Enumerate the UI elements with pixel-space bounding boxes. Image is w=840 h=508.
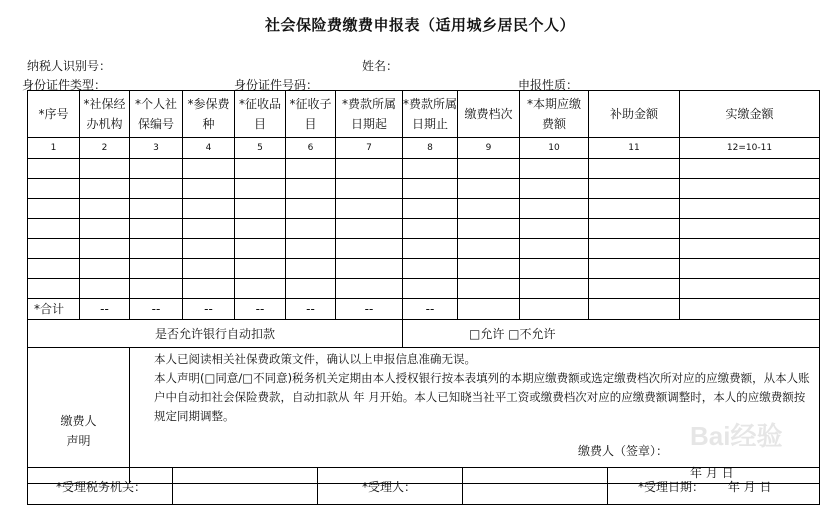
receive-date-cell[interactable] [608, 468, 820, 505]
declaration-para1: 本人已阅读相关社保费政策文件，确认以上申报信息准确无误。 [154, 352, 476, 366]
column-number: 9 [458, 138, 520, 159]
total-cell [589, 299, 680, 320]
column-header-5 [235, 91, 286, 138]
table-cell[interactable] [520, 159, 589, 179]
table-row [28, 279, 820, 299]
table-cell[interactable] [403, 279, 458, 299]
table-cell[interactable] [80, 259, 130, 279]
total-cell: -- [80, 299, 130, 320]
column-header-line: 费额 [541, 117, 566, 131]
table-cell[interactable] [286, 239, 336, 259]
table-cell[interactable] [183, 179, 235, 199]
declare-nature-label: 申报性质： [518, 78, 579, 92]
total-cell: -- [130, 299, 183, 320]
total-cell: -- [183, 299, 235, 320]
total-cell: -- [235, 299, 286, 320]
table-cell[interactable] [680, 179, 820, 199]
column-header-8 [403, 91, 458, 138]
bank-autodebit-options[interactable]: □允许 □不允许 [403, 320, 820, 348]
column-header-10 [520, 91, 589, 138]
column-header-2 [80, 91, 130, 138]
table-cell[interactable] [403, 259, 458, 279]
column-header-line: 日期起 [350, 117, 387, 131]
table-cell[interactable] [235, 219, 286, 239]
column-number: 1 [28, 138, 80, 159]
table-cell[interactable] [589, 279, 680, 299]
baidu-watermark-logo [690, 410, 810, 465]
table-cell[interactable] [458, 279, 520, 299]
table-cell[interactable] [458, 239, 520, 259]
id-type-label: 身份证件类型： [22, 78, 107, 92]
table-cell[interactable] [286, 279, 336, 299]
tax-office-label: *受理税务机关： [28, 468, 173, 505]
table-cell[interactable] [235, 259, 286, 279]
table-cell[interactable] [286, 199, 336, 219]
id-number-label: 身份证件号码： [234, 78, 319, 92]
signature-label: 缴费人（签章）： [578, 444, 669, 458]
total-cell: -- [336, 299, 403, 320]
table-cell[interactable] [336, 199, 403, 219]
column-header-line: *征收子 [289, 97, 332, 111]
column-header-4 [183, 91, 235, 138]
total-cell [458, 299, 520, 320]
table-cell[interactable] [520, 199, 589, 219]
column-header-line: *参保费 [187, 97, 230, 111]
column-number: 5 [235, 138, 286, 159]
declaration-para2: 本人声明(□同意/□不同意)税务机关定期由本人授权银行按本表填列的本期应缴费额或选定缴费档次所对应的应缴费额，从本人账户中自动扣社会保险费款，自动扣款从 年 月开始。本人已知晓当社平工资或缴费档次对应的应缴费额调整时，本人的应缴费额按 规定同期调整。 [154, 371, 810, 423]
table-cell[interactable] [520, 239, 589, 259]
table-cell[interactable] [80, 279, 130, 299]
table-cell[interactable] [183, 219, 235, 239]
column-number: 2 [80, 138, 130, 159]
table-cell[interactable] [520, 179, 589, 199]
table-cell[interactable] [589, 159, 680, 179]
table-cell[interactable] [183, 159, 235, 179]
table-cell[interactable] [130, 219, 183, 239]
table-cell[interactable] [458, 159, 520, 179]
table-cell[interactable] [458, 179, 520, 199]
receiver-field[interactable] [463, 468, 608, 505]
table-cell[interactable] [680, 259, 820, 279]
column-header-line: *费款所属 [341, 97, 396, 111]
table-cell[interactable] [235, 279, 286, 299]
declaration-label-line2: 声明 [66, 433, 91, 448]
column-header-1 [28, 91, 80, 138]
table-cell[interactable] [336, 219, 403, 239]
table-cell[interactable] [680, 219, 820, 239]
table-cell[interactable] [336, 279, 403, 299]
bank-autodebit-question: 是否允许银行自动扣款 [28, 320, 403, 348]
table-cell[interactable] [286, 159, 336, 179]
column-header-7 [336, 91, 403, 138]
table-cell[interactable] [680, 199, 820, 219]
total-label: *合计 [28, 299, 80, 320]
watermark-text: Bai经验 [690, 421, 783, 451]
table-row [28, 259, 820, 279]
total-cell: -- [286, 299, 336, 320]
declaration-label [28, 348, 130, 484]
column-header-line: *费款所属 [403, 97, 458, 111]
table-cell[interactable] [458, 259, 520, 279]
taxpayer-id-label: 纳税人识别号： [27, 59, 112, 73]
column-number: 4 [183, 138, 235, 159]
table-cell[interactable] [336, 159, 403, 179]
table-cell[interactable] [130, 159, 183, 179]
table-cell[interactable] [130, 239, 183, 259]
column-header-line: *社保经 [83, 97, 126, 111]
table-cell[interactable] [589, 199, 680, 219]
table-cell[interactable] [130, 259, 183, 279]
table-cell[interactable] [183, 199, 235, 219]
table-cell[interactable] [336, 259, 403, 279]
table-cell[interactable] [458, 199, 520, 219]
table-cell[interactable] [130, 279, 183, 299]
table-cell[interactable] [403, 159, 458, 179]
column-header-12 [680, 91, 820, 138]
receive-date-label: *受理日期： [638, 479, 705, 494]
column-number: 3 [130, 138, 183, 159]
column-header-11 [589, 91, 680, 138]
table-cell[interactable] [403, 219, 458, 239]
form-title: 社会保险费缴费申报表（适用城乡居民个人） [264, 16, 575, 34]
total-cell [680, 299, 820, 320]
table-cell[interactable] [235, 199, 286, 219]
table-cell[interactable] [80, 199, 130, 219]
table-cell[interactable] [130, 179, 183, 199]
column-number: 7 [336, 138, 403, 159]
column-header-3 [130, 91, 183, 138]
table-cell[interactable] [458, 219, 520, 239]
column-header-line: 缴费档次 [464, 107, 513, 121]
column-header-line: 实缴金额 [725, 107, 774, 121]
receiver-label: *受理人： [318, 468, 463, 505]
table-cell[interactable] [28, 259, 80, 279]
table-row [28, 199, 820, 219]
table-cell[interactable] [28, 179, 80, 199]
table-cell[interactable] [28, 239, 80, 259]
name-label: 姓名： [362, 59, 399, 73]
table-cell[interactable] [28, 279, 80, 299]
tax-office-field[interactable] [173, 468, 318, 505]
table-cell[interactable] [235, 179, 286, 199]
table-cell[interactable] [520, 219, 589, 239]
column-number: 6 [286, 138, 336, 159]
table-cell[interactable] [589, 219, 680, 239]
table-cell[interactable] [680, 159, 820, 179]
table-cell[interactable] [28, 159, 80, 179]
table-cell[interactable] [235, 159, 286, 179]
table-cell[interactable] [336, 239, 403, 259]
column-number: 10 [520, 138, 589, 159]
table-cell[interactable] [589, 259, 680, 279]
table-row [28, 179, 820, 199]
column-header-line: *本期应缴 [526, 97, 581, 111]
table-cell[interactable] [183, 259, 235, 279]
column-number: 8 [403, 138, 458, 159]
table-cell[interactable] [403, 179, 458, 199]
column-header-line: 目 [253, 117, 266, 131]
column-header-line: 日期止 [411, 117, 448, 131]
table-cell[interactable] [80, 179, 130, 199]
table-cell[interactable] [286, 259, 336, 279]
table-cell[interactable] [589, 239, 680, 259]
footer-table [27, 467, 820, 505]
table-cell[interactable] [80, 219, 130, 239]
column-header-line: 目 [304, 117, 317, 131]
table-row [28, 219, 820, 239]
table-cell[interactable] [336, 179, 403, 199]
table-cell[interactable] [520, 259, 589, 279]
column-header-line: *序号 [38, 107, 69, 121]
table-cell[interactable] [520, 279, 589, 299]
table-cell[interactable] [286, 179, 336, 199]
table-cell[interactable] [28, 199, 80, 219]
declaration-label-line1: 缴费人 [60, 413, 97, 428]
receive-date-value: 年 月 日 [727, 479, 772, 494]
total-cell: -- [403, 299, 458, 320]
column-header-line: 种 [202, 117, 215, 131]
column-header-9 [458, 91, 520, 138]
table-cell[interactable] [403, 239, 458, 259]
column-header-line: *征收品 [238, 97, 281, 111]
table-cell[interactable] [589, 179, 680, 199]
table-cell[interactable] [235, 239, 286, 259]
table-cell[interactable] [286, 219, 336, 239]
table-cell[interactable] [130, 199, 183, 219]
total-cell [520, 299, 589, 320]
table-cell[interactable] [403, 199, 458, 219]
declaration-date: 年 月 日 [690, 466, 734, 480]
table-row [28, 159, 820, 179]
column-header-line: 办机构 [86, 117, 123, 131]
column-number: 12=10-11 [680, 138, 820, 159]
table-cell[interactable] [680, 239, 820, 259]
table-cell[interactable] [680, 279, 820, 299]
table-row [28, 239, 820, 259]
column-header-line: 保编号 [137, 117, 174, 131]
table-cell[interactable] [183, 279, 235, 299]
column-number: 11 [589, 138, 680, 159]
table-cell[interactable] [80, 159, 130, 179]
column-header-6 [286, 91, 336, 138]
table-cell[interactable] [80, 239, 130, 259]
column-header-line: *个人社 [134, 97, 177, 111]
column-header-line: 补助金额 [609, 107, 658, 121]
table-cell[interactable] [183, 239, 235, 259]
table-cell[interactable] [28, 219, 80, 239]
